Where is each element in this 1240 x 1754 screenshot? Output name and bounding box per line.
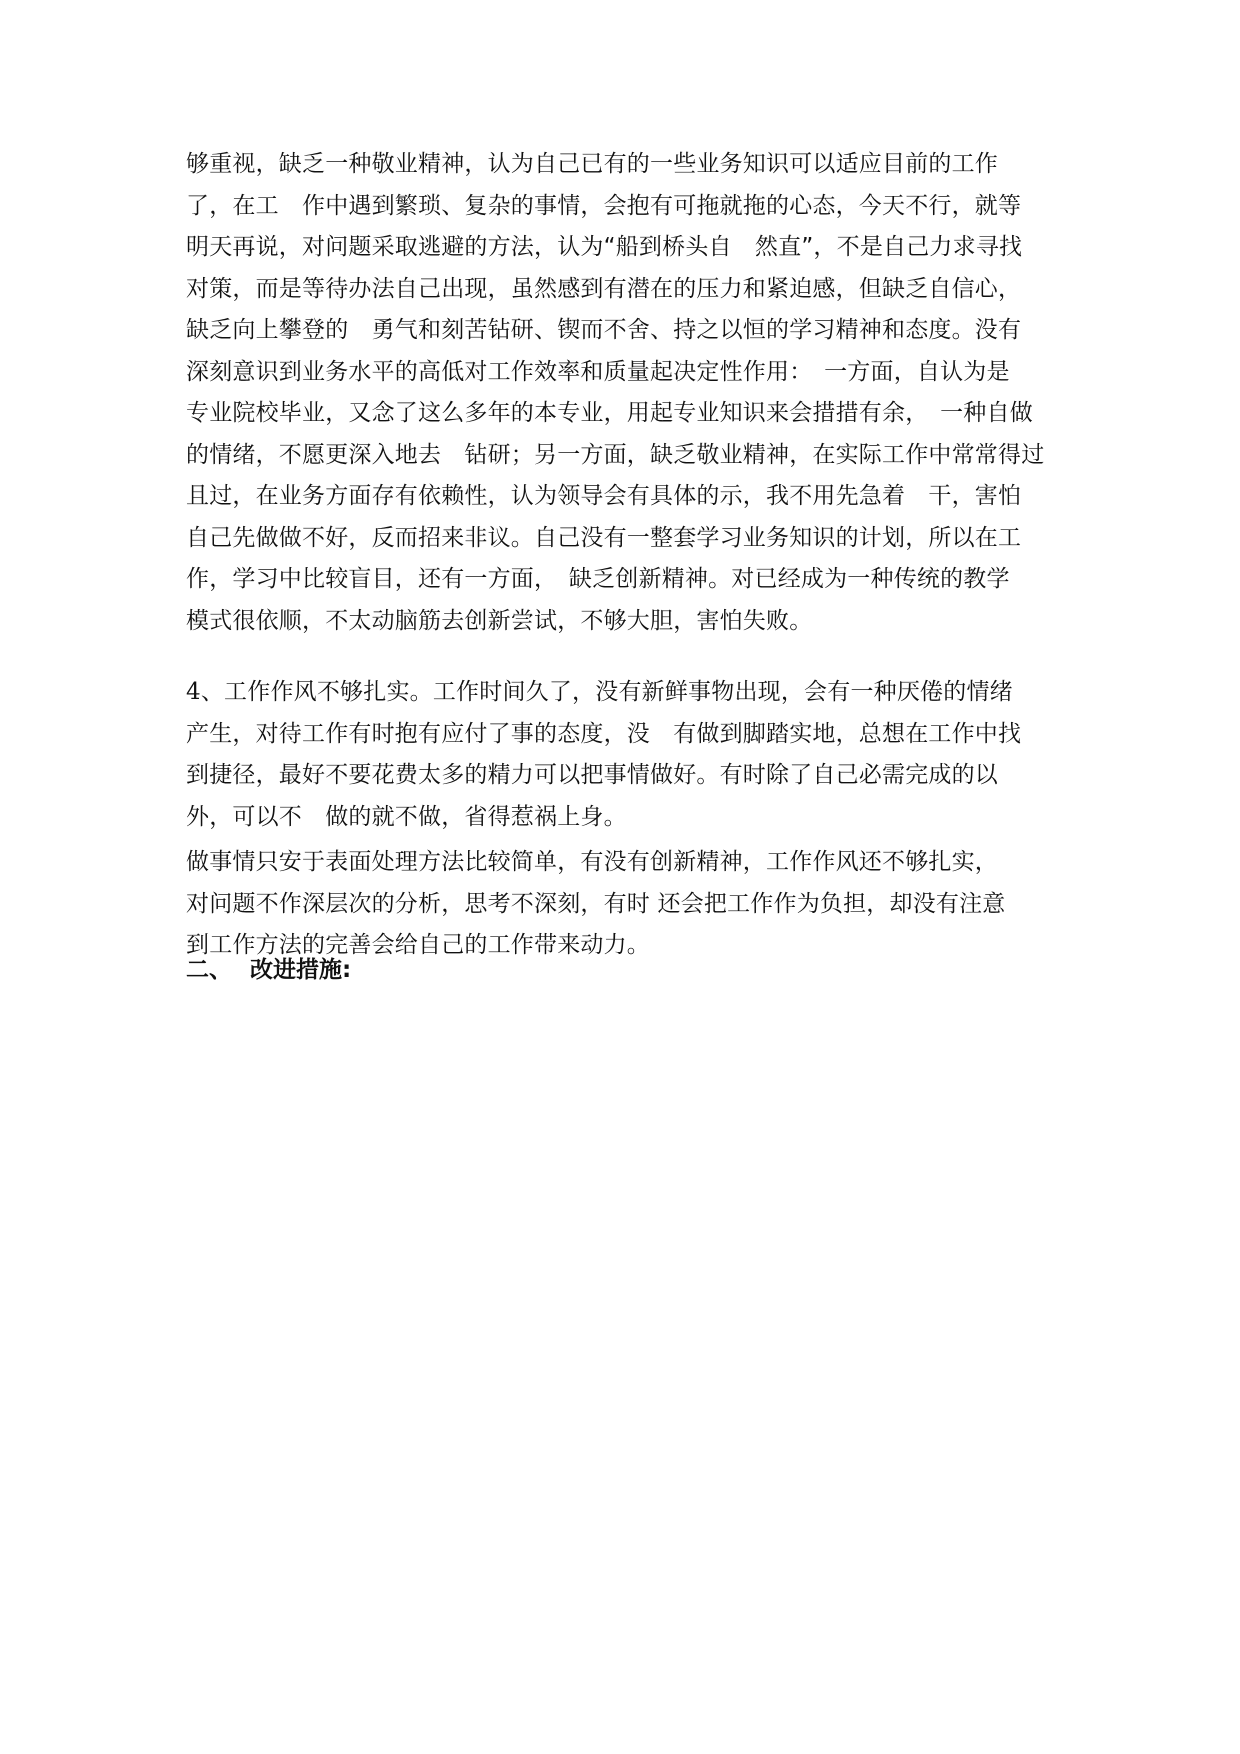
text-line: 到捷径，最好不要花费太多的精力可以把事情做好。有时除了自己必需完成的以 bbox=[186, 762, 998, 788]
text-line: 专业院校毕业，又念了这么多年的本专业，用起专业知识来会措措有余， 一种自做 bbox=[186, 400, 1033, 426]
text-line: 了，在工 作中遇到繁琐、复杂的事情，会抱有可拖就拖的心态，今天不行，就等 bbox=[186, 192, 1022, 219]
text-line: 且过，在业务方面存有依赖性，认为领导会有具体的示，我不用先急着 干，害怕 bbox=[186, 483, 1022, 509]
text-line: 产生，对待工作有时抱有应付了事的态度，没 有做到脚踏实地，总想在工作中找 bbox=[186, 720, 1022, 747]
text-line: 对策，而是等待办法自己出现，虽然感到有潜在的压力和紧迫感，但缺乏自信心， bbox=[186, 275, 1022, 302]
text-fragment: 、工作作风不够扎实。工作时间久了，没有新鲜事物出现，会有一种厌倦的情绪 bbox=[200, 679, 1013, 705]
text-line: 做事情只安于表面处理方法比较简单，有没有创新精神，工作作风还不够扎实， bbox=[186, 849, 998, 875]
text-line: 的情绪，不愿更深入地去 钻研；另一方面，缺乏敬业精神，在实际工作中常常得过 bbox=[186, 441, 1045, 468]
text-line: 够重视，缺乏一种敬业精神，认为自己已有的一些业务知识可以适应目前的工作 bbox=[186, 151, 998, 177]
section-number: 二、 bbox=[186, 957, 232, 983]
item-number: 4 bbox=[186, 679, 201, 705]
text-line: 自己先做做不好，反而招来非议。自己没有一整套学习业务知识的计划，所以在工 bbox=[186, 524, 1022, 551]
text-line: 到工作方法的完善会给自己的工作带来动力。 bbox=[186, 932, 650, 958]
text-line: 外，可以不 做的就不做，省得惹祸上身。 bbox=[186, 803, 627, 830]
text-line: 明天再说，对问题采取逃避的方法，认为“船到桥头自 然直”，不是自己力求寻找 bbox=[186, 234, 1023, 260]
text-line: 模式很依顺，不太动脑筋去创新尝试，不够大胆，害怕失败。 bbox=[186, 607, 813, 634]
text-line: 深刻意识到业务水平的高低对工作效率和质量起决定性作用： 一方面，自认为是 bbox=[186, 358, 1010, 385]
text-line: 对问题不作深层次的分析，思考不深刻，有时 还会把工作作为负担，却没有注意 bbox=[186, 890, 1006, 917]
paragraph-methods bbox=[186, 842, 1066, 967]
paragraph-work-style bbox=[186, 672, 1066, 838]
paragraph-work-attitude bbox=[186, 144, 1066, 642]
text-line: 缺乏向上攀登的 勇气和刻苦钻研、锲而不舍、持之以恒的学习精神和态度。没有 bbox=[186, 317, 1022, 343]
text-line-numbered bbox=[186, 672, 1066, 714]
text-line: 作，学习中比较盲目，还有一方面， 缺乏创新精神。对已经成为一种传统的教学 bbox=[186, 566, 1010, 592]
section-title: 改进措施: bbox=[250, 957, 352, 983]
section-heading bbox=[186, 950, 351, 992]
